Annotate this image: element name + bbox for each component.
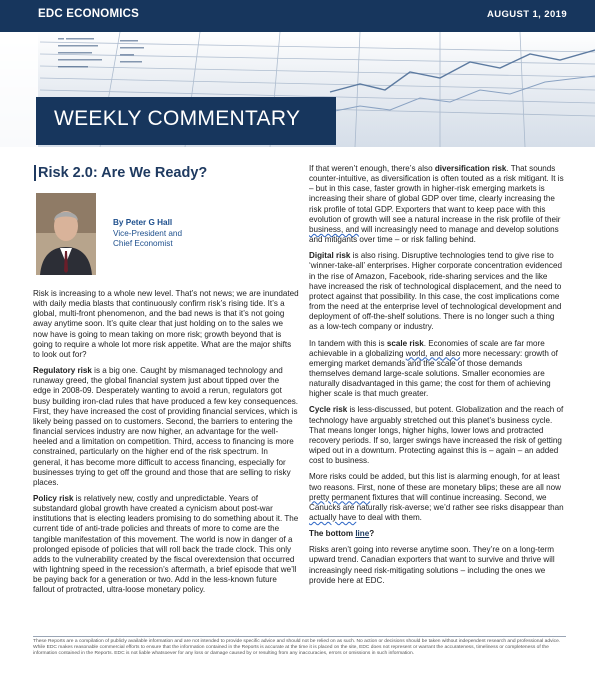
paragraph-text: to deal with them. [356, 513, 422, 522]
term-scale-risk: scale risk [386, 338, 424, 348]
spellcheck-mark: pretty permanent [309, 492, 371, 502]
spellcheck-mark: world, and also [405, 348, 461, 358]
banner-title: WEEKLY COMMENTARY [54, 107, 301, 130]
term-digital-risk: Digital risk [309, 251, 351, 261]
term-policy-risk: Policy risk [33, 493, 74, 503]
heading-link[interactable]: line [355, 529, 370, 539]
paragraph-scale-risk [309, 339, 564, 400]
footer-divider [33, 636, 566, 637]
paragraph-regulatory-risk [33, 366, 299, 488]
section-heading-bottom-line [309, 529, 564, 539]
paragraph-conclusion: Risks aren’t going into reverse anytime soon. They’re on a long-term upward trend. Canadian exporters that want to survive and thrive will increasingly need risk-mitigating solutions – including the ones we provide here at EDC. [309, 545, 555, 585]
paragraph-text: is a big one. Caught by mismanaged technology and runaway greed, the global financial system just about tipped over the edge in 2008-09. Desperately wanting to avoid a rerun, regulators got busy building iron-clad rules that have produced a few key consequences. First, they have increased the cost of providing financial services, which is likely being passed on to customers. Second, the barriers to entering the financial services industry are now higher, an advantage for the well-heeled and a limitation on competition. Third, access to financing is more constrained, particularly on the higher end of the risk spectrum. In general, it has become more difficult to access financing, especially for businesses trying to get off the ground and those that are selling to risky places. [33, 366, 299, 487]
author-name: By Peter G Hall [113, 218, 173, 227]
paragraph-text: fixtures that will continue increasing. Second, we Canucks are naturally risk-averse; we’d rather see risks disappear than [309, 492, 564, 512]
legal-disclaimer: These Reports are a compilation of publicly available information and are not intended to provide specific advice and should not be relied on as such. No action or decisions should be taken without independent research and professional advice. While EDC makes reasonable commercial efforts to ensure that the information contained in the Reports is accurate at the time it is placed on the site, EDC does not represent or warrant the accurateness, timeliness or completeness of the information contained in the Reports. EDC is not liable whatsoever for any loss or damage caused by or resulting from any inaccuracies, errors or omissions in such information. [33, 639, 561, 657]
spellcheck-mark: business, and [309, 224, 359, 234]
paragraph-intro: Risk is increasing to a whole new level. That’s not news; we are inundated with daily media blasts that continuously confirm risk’s rising tide. It’s a global, multi-front phenomenon, and the bad news is that it’s not going away anytime soon. It’s quite clear that just holding on to the sales we now have is going to mean taking on more risk; growth beyond that is going to require a whole lot more risk appetite. What are the major shifts to look out for? [33, 289, 299, 359]
paragraph-policy-risk [33, 494, 299, 596]
author-photo [36, 193, 96, 275]
author-byline [113, 218, 182, 250]
paragraph-text: is less-discussed, but potent. Globalization and the reach of technology have arguably stretched out this planet’s business cycle. That means longer longs, higher highs, lower lows and protracted recovery periods. If so, larger swings have increased the risk of getting wiped out in a downturn. Protecting against this is – again – an added cost to business. [309, 405, 564, 466]
spellcheck-mark: actually have [309, 513, 357, 522]
term-regulatory-risk: Regulatory risk [33, 366, 92, 376]
paragraph-text: More risks could be added, but this list is alarming enough, for at least two reasons. First, none of these are monetary blips; these are all now [309, 472, 561, 492]
heading-text: ? [369, 529, 375, 539]
heading-text: The bottom [309, 529, 356, 539]
section-banner [36, 97, 336, 145]
left-column [33, 289, 299, 602]
term-cycle-risk: Cycle risk [309, 405, 348, 415]
author-role-line2: Chief Economist [113, 239, 173, 248]
author-role-line1: Vice-President and [113, 228, 183, 238]
paragraph-text: . Economies of scale are far more achievable in a globalizing [309, 338, 545, 358]
paragraph-text: . That sounds counter-intuitive, as diversification is often touted as a risk mitigant. It is – but in this case, faster growth in higher-risk emerging markets is increasing their share of global GDP over time, clearly increasing the risk profile of total GDP. Exporters that want to keep pace with this evolution of growth will see a natural increase in the risk profile of their [309, 164, 564, 224]
header-bar [0, 0, 595, 32]
term-diversification-risk: diversification risk [434, 164, 507, 173]
right-column [309, 164, 564, 592]
brand-name: EDC ECONOMICS [38, 8, 139, 20]
paragraph-more-risks [309, 472, 564, 523]
paragraph-text: is relatively new, costly and unpredictable. Years of substandard global growth have created a cynicism about post-war institutions that is electing leaders promising to do something about it. The current tide of anti-trade policies and threats of more to come are the tangible manifestation of this movement. The world is now in danger of a prolonged episode of policies that will roll back the trade clock. This only adds to the vulnerability created by the fiscal overextension that occurred with lightning speed in the recession’s aftermath, a brief episode that we’ll be paying back for a generation or two. Add in the less-known future fallout of protracted, ultra-loose monetary policy. [33, 493, 299, 595]
paragraph-text: If that weren’t enough, there’s also [309, 164, 435, 173]
paragraph-text: is also rising. Disruptive technologies tend to give rise to ‘winner-take-all’ enterprises. Higher corporate concentration evidenced in the rise of Amazon, Facebook, ride-sharing services and the like have increased the risk of technological displacement, and the need to protect against that possibility. In this case, the cost implications come from the need at the enterprise level of technological development and deployment of off-the-shelf solutions. There is no longer such a thing as a low-tech company or industry. [309, 251, 562, 332]
article-title: Risk 2.0: Are We Ready? [34, 165, 207, 181]
paragraph-digital-risk [309, 251, 564, 332]
publication-date: AUGUST 1, 2019 [486, 9, 567, 20]
paragraph-text: more necessary: growth of emerging market demands and the scale of those demands themselves demand large-scale solutions. Smaller economies are naturally disadvantaged in this game; the cost for them of achieving higher scale is that much greater. [309, 348, 558, 399]
paragraph-cycle-risk [309, 405, 564, 466]
paragraph-diversification-risk [309, 164, 564, 245]
paragraph-text: In tandem with this is [309, 338, 387, 348]
paragraph-text: will increasingly need to manage and develop solutions and mitigants over time – or risk falling behind. [309, 224, 559, 245]
